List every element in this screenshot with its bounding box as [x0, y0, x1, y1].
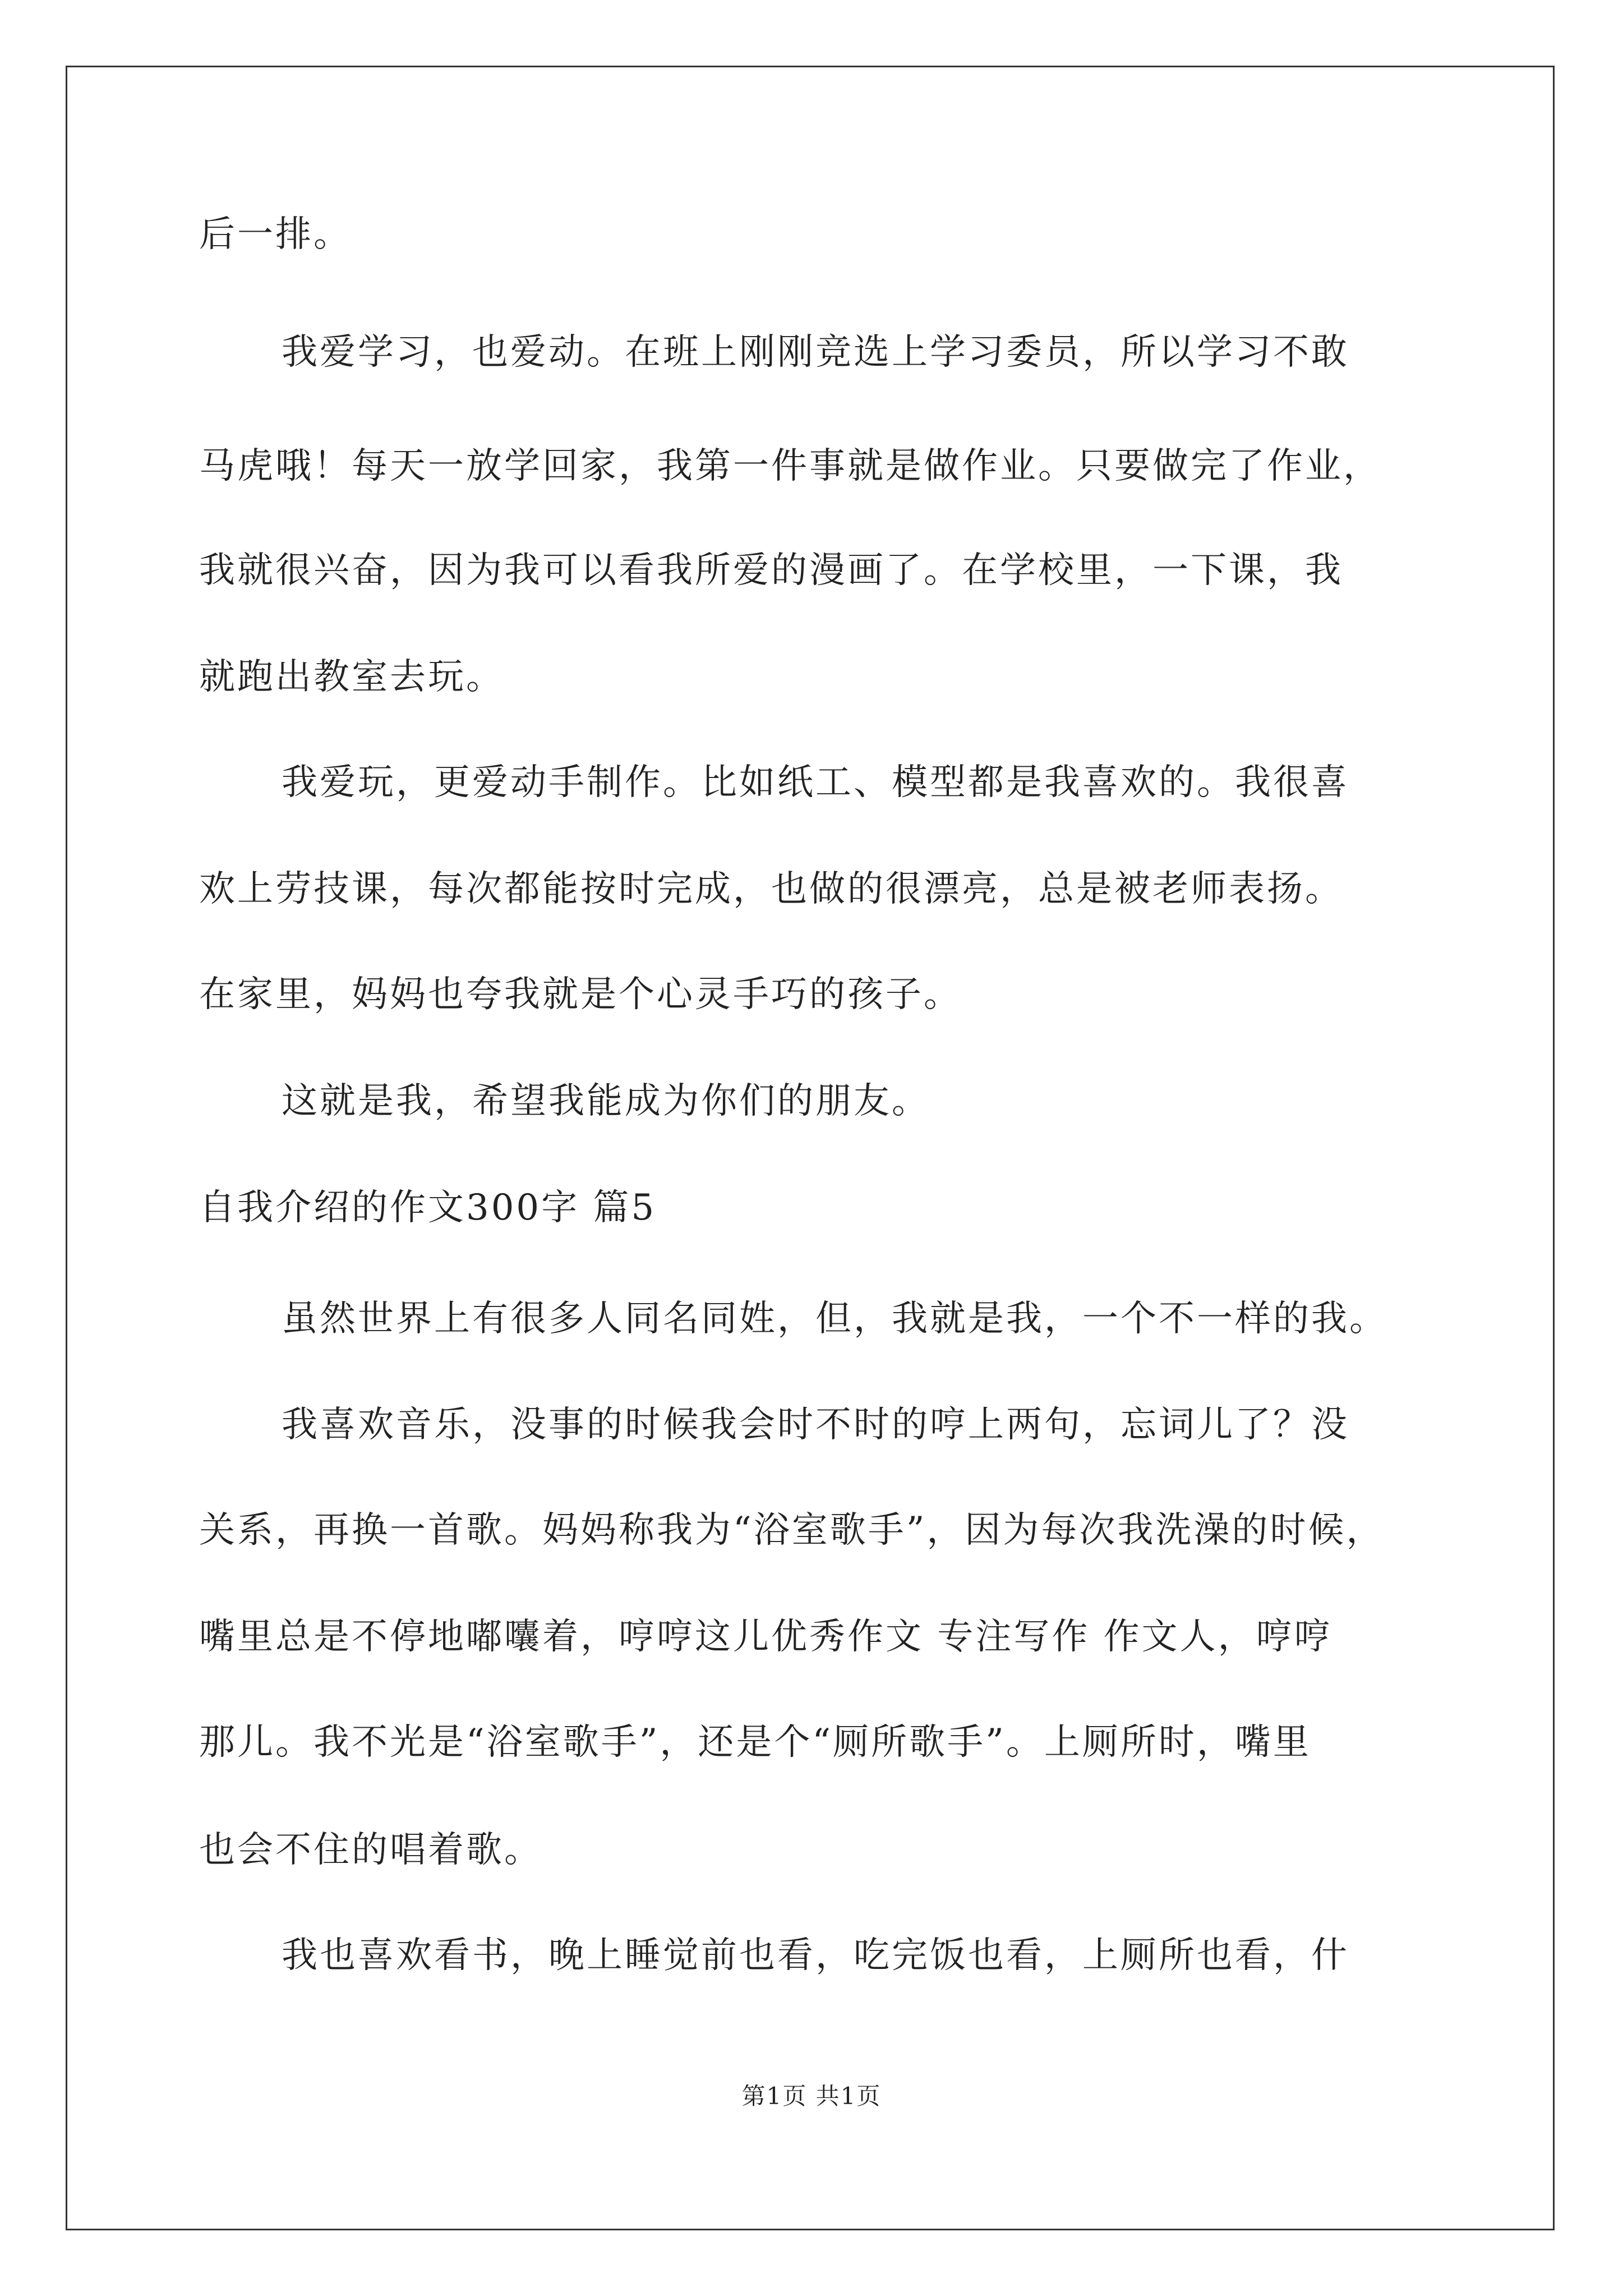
- paragraph-line: 这就是我，希望我能成为你们的朋友。: [282, 1080, 930, 1122]
- paragraph-line: 后一排。: [199, 214, 352, 255]
- paragraph-line: 虽然世界上有很多人同名同姓，但，我就是我，一个不一样的我。: [282, 1298, 1387, 1340]
- paragraph-line: 马虎哦！每天一放学回家，我第一件事就是做作业。只要做完了作业，: [199, 445, 1381, 487]
- paragraph-line: 关系，再换一首歌。妈妈称我为“浴室歌手”，因为每次我洗澡的时候，: [199, 1510, 1385, 1551]
- paragraph-line: 我喜欢音乐，没事的时候我会时不时的哼上两句，忘词儿了？没: [282, 1404, 1349, 1446]
- page-border: [66, 66, 1555, 2230]
- page-number-footer: 第1页 共1页: [741, 2082, 882, 2110]
- paragraph-line: 欢上劳技课，每次都能按时完成，也做的很漂亮，总是被老师表扬。: [199, 868, 1343, 910]
- paragraph-line: 嘴里总是不停地嘟囔着，哼哼这儿优秀作文 专注写作 作文人，哼哼: [199, 1616, 1332, 1658]
- paragraph-line: 也会不住的唱着歌。: [199, 1829, 542, 1871]
- paragraph-line: 我就很兴奋，因为我可以看我所爱的漫画了。在学校里，一下课，我: [199, 550, 1343, 591]
- paragraph-line: 就跑出教室去玩。: [199, 656, 504, 698]
- paragraph-line: 我爱学习，也爱动。在班上刚刚竞选上学习委员，所以学习不敢: [282, 332, 1349, 373]
- paragraph-line: 我也喜欢看书，晚上睡觉前也看，吃完饭也看，上厕所也看，什: [282, 1935, 1349, 1976]
- section-heading: 自我介绍的作文300字 篇5: [199, 1187, 657, 1228]
- paragraph-line: 在家里，妈妈也夸我就是个心灵手巧的孩子。: [199, 974, 962, 1015]
- paragraph-line: 我爱玩，更爱动手制作。比如纸工、模型都是我喜欢的。我很喜: [282, 762, 1349, 803]
- paragraph-line: 那儿。我不光是“浴室歌手”，还是个“厕所歌手”。上厕所时，嘴里: [199, 1722, 1311, 1763]
